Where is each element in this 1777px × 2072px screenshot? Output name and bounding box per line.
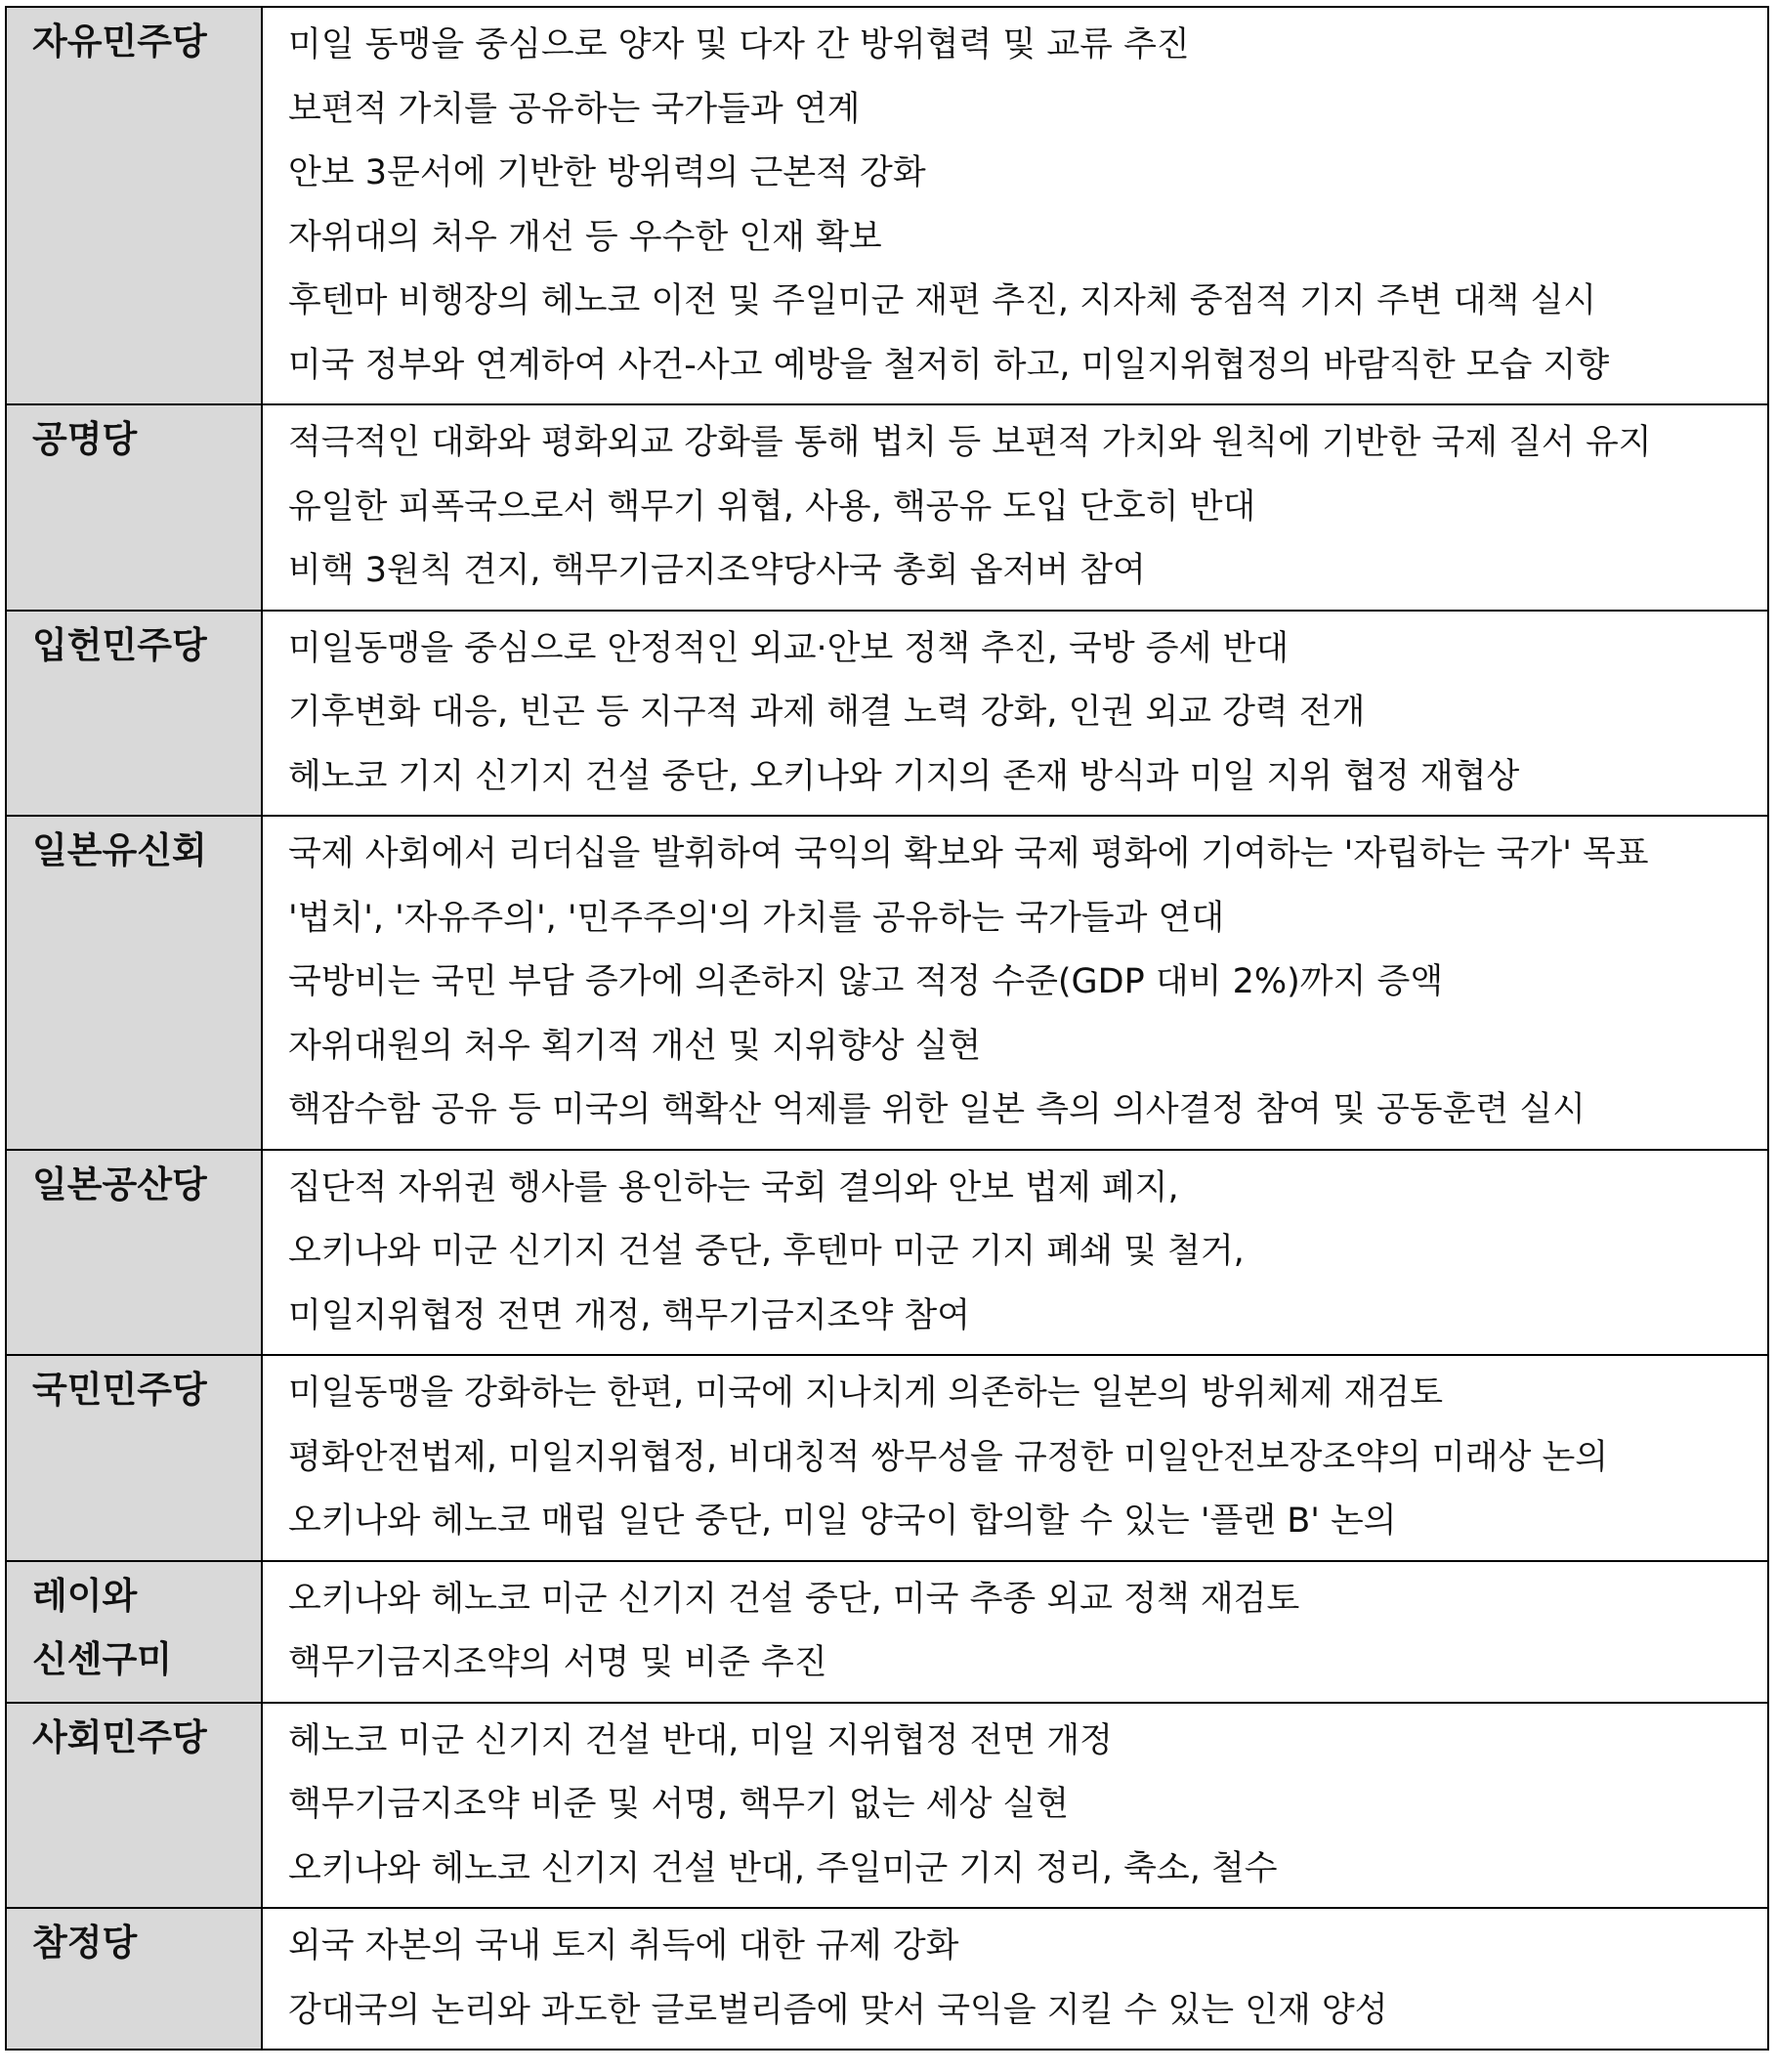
party-name: 공명당 xyxy=(32,418,138,460)
policy-item: 오키나와 헤노코 매립 일단 중단, 미일 양국이 합의할 수 있는 '플랜 B' 논의 xyxy=(288,1501,1397,1541)
party-cell xyxy=(6,611,262,817)
policy-cell xyxy=(262,1355,1768,1561)
table-row xyxy=(6,7,1768,404)
policy-cell xyxy=(262,611,1768,817)
policy-item: 후텐마 비행장의 헤노코 이전 및 주일미군 재편 추진, 지자체 중점적 기지 주변 대책 실시 xyxy=(288,281,1597,320)
policy-item: 강대국의 논리와 과도한 글로벌리즘에 맞서 국익을 지킬 수 있는 인재 양성 xyxy=(288,1990,1388,2030)
policy-cell xyxy=(262,7,1768,404)
party-policy-table xyxy=(5,6,1769,2051)
policy-item: 기후변화 대응, 빈곤 등 지구적 과제 해결 노력 강화, 인권 외교 강력 전개 xyxy=(288,693,1366,732)
policy-cell xyxy=(262,1703,1768,1909)
policy-item: 외국 자본의 국내 토지 취득에 대한 규제 강화 xyxy=(288,1926,959,1966)
party-cell xyxy=(6,1908,262,2050)
policy-item: 헤노코 기지 신기지 건설 중단, 오키나와 기지의 존재 방식과 미일 지위 협정 재협상 xyxy=(288,756,1520,796)
policy-item: 핵무기금지조약 비준 및 서명, 핵무기 없는 세상 실현 xyxy=(288,1785,1070,1824)
policy-item: 미국 정부와 연계하여 사건-사고 예방을 철저히 하고, 미일지위협정의 바람직한 모습 지향 xyxy=(288,345,1610,385)
policy-item: 평화안전법제, 미일지위협정, 비대칭적 쌍무성을 규정한 미일안전보장조약의 미래상 논의 xyxy=(288,1437,1609,1477)
table-row xyxy=(6,1561,1768,1703)
party-cell xyxy=(6,7,262,404)
policy-item: 적극적인 대화와 평화외교 강화를 통해 법치 등 보편적 가치와 원칙에 기반한 국제 질서 유지 xyxy=(288,423,1652,462)
policy-item: 오키나와 헤노코 미군 신기지 건설 중단, 미국 추종 외교 정책 재검토 xyxy=(288,1579,1300,1619)
policy-item: 핵무기금지조약의 서명 및 비준 추진 xyxy=(288,1643,827,1682)
policy-item: 국방비는 국민 부담 증가에 의존하지 않고 적정 수준(GDP 대비 2%)까지 증액 xyxy=(288,962,1444,1001)
party-cell xyxy=(6,1150,262,1356)
party-cell xyxy=(6,404,262,611)
policy-item: 미일 동맹을 중심으로 양자 및 다자 간 방위협력 및 교류 추진 xyxy=(288,25,1190,64)
policy-item: 비핵 3원칙 견지, 핵무기금지조약당사국 총회 옵저버 참여 xyxy=(288,551,1146,590)
policy-cell xyxy=(262,1150,1768,1356)
table-row xyxy=(6,1908,1768,2050)
party-cell xyxy=(6,1355,262,1561)
policy-cell xyxy=(262,1561,1768,1703)
party-name: 참정당 xyxy=(32,1922,138,1964)
policy-item: '법치', '자유주의', '민주주의'의 가치를 공유하는 국가들과 연대 xyxy=(288,898,1225,938)
table-row xyxy=(6,611,1768,817)
policy-item: 유일한 피폭국으로서 핵무기 위협, 사용, 핵공유 도입 단호히 반대 xyxy=(288,486,1256,527)
party-name: 국민민주당 xyxy=(32,1369,207,1411)
policy-cell xyxy=(262,1908,1768,2050)
policy-item: 안보 3문서에 기반한 방위력의 근본적 강화 xyxy=(288,153,926,192)
party-cell xyxy=(6,1703,262,1909)
policy-cell xyxy=(262,816,1768,1150)
policy-cell xyxy=(262,404,1768,611)
policy-item: 오키나와 미군 신기지 건설 중단, 후텐마 미군 기지 폐쇄 및 철거, xyxy=(288,1232,1245,1271)
party-name: 사회민주당 xyxy=(32,1715,207,1758)
party-name: 일본공산당 xyxy=(32,1163,207,1205)
party-cell xyxy=(6,816,262,1150)
policy-item: 미일지위협정 전면 개정, 핵무기금지조약 참여 xyxy=(288,1295,971,1335)
party-name: 레이와 신센구미 xyxy=(32,1574,172,1680)
party-name: 일본유신회 xyxy=(32,829,207,871)
table-row xyxy=(6,1355,1768,1561)
policy-item: 자위대의 처우 개선 등 우수한 인재 확보 xyxy=(288,217,882,257)
policy-item: 보편적 가치를 공유하는 국가들과 연계 xyxy=(288,89,861,129)
party-cell xyxy=(6,1561,262,1703)
table-row xyxy=(6,404,1768,611)
policy-item: 오키나와 헤노코 신기지 건설 반대, 주일미군 기지 정리, 축소, 철수 xyxy=(288,1848,1278,1888)
policy-item: 핵잠수함 공유 등 미국의 핵확산 억제를 위한 일본 측의 의사결정 참여 및 공동훈련 실시 xyxy=(288,1090,1586,1129)
table-row xyxy=(6,1150,1768,1356)
party-name: 입헌민주당 xyxy=(32,623,207,666)
table-row xyxy=(6,816,1768,1150)
table-row xyxy=(6,1703,1768,1909)
policy-item: 집단적 자위권 행사를 용인하는 국회 결의와 안보 법제 폐지, xyxy=(288,1167,1179,1207)
policy-item: 국제 사회에서 리더십을 발휘하여 국익의 확보와 국제 평화에 기여하는 '자립하는 국가' 목표 xyxy=(288,834,1649,873)
policy-item: 미일동맹을 중심으로 안정적인 외교·안보 정책 추진, 국방 증세 반대 xyxy=(288,628,1290,668)
policy-item: 미일동맹을 강화하는 한편, 미국에 지나치게 의존하는 일본의 방위체제 재검토 xyxy=(288,1374,1444,1413)
table-body xyxy=(6,7,1768,2050)
policy-item: 자위대원의 처우 획기적 개선 및 지위향상 실현 xyxy=(288,1026,982,1066)
party-name: 자유민주당 xyxy=(32,21,207,63)
policy-item: 헤노코 미군 신기지 건설 반대, 미일 지위협정 전면 개정 xyxy=(288,1720,1113,1760)
